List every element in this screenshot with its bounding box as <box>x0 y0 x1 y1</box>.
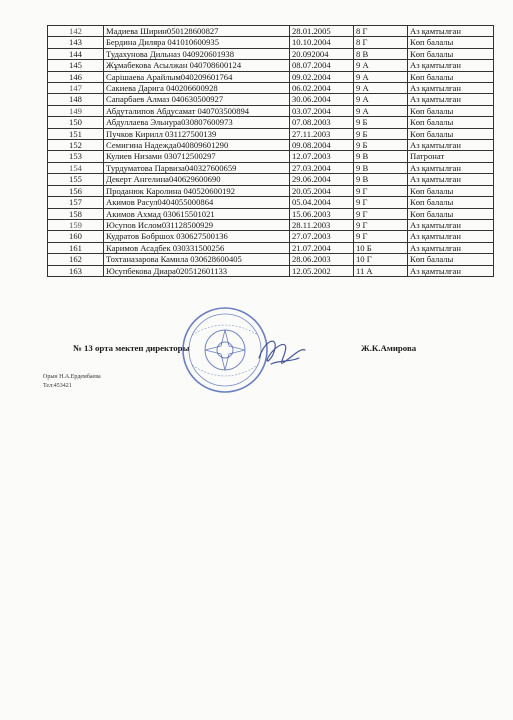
table-row <box>48 151 494 162</box>
table-row <box>48 105 494 116</box>
table-row <box>48 265 494 276</box>
birth-date: 27.07.2003 <box>290 231 354 242</box>
birth-date: 08.07.2004 <box>290 60 354 71</box>
row-number: 152 <box>48 140 104 151</box>
student-name: Тохтаназарова Камила 030628600405 <box>104 254 290 265</box>
class-name: 9 А <box>354 94 408 105</box>
birth-date: 20.05.2004 <box>290 185 354 196</box>
family-status: Аз қамтылған <box>408 60 494 71</box>
birth-date: 09.08.2004 <box>290 140 354 151</box>
student-name: Мадиева Ширин050128600827 <box>104 26 290 37</box>
family-status: Аз қамтылған <box>408 219 494 230</box>
family-status: Көп балалы <box>408 71 494 82</box>
row-number: 142 <box>48 26 104 37</box>
table-row <box>48 94 494 105</box>
class-name: 8 Г <box>354 37 408 48</box>
row-number: 154 <box>48 162 104 173</box>
birth-date: 27.11.2003 <box>290 128 354 139</box>
class-name: 10 Б <box>354 242 408 253</box>
student-name: Жұмабекова Асылжан 040708600124 <box>104 60 290 71</box>
class-name: 9 Г <box>354 185 408 196</box>
student-name: Каримов Асадбек 030331500256 <box>104 242 290 253</box>
family-status: Көп балалы <box>408 254 494 265</box>
table-row <box>48 208 494 219</box>
family-status: Патронат <box>408 151 494 162</box>
row-number: 148 <box>48 94 104 105</box>
family-status: Көп балалы <box>408 48 494 59</box>
student-name: Сапарбаев Алмаз 040630500927 <box>104 94 290 105</box>
row-number: 163 <box>48 265 104 276</box>
row-number: 155 <box>48 174 104 185</box>
family-status: Көп балалы <box>408 105 494 116</box>
birth-date: 28.01.2005 <box>290 26 354 37</box>
birth-date: 05.04.2004 <box>290 197 354 208</box>
student-name: Акимов Расул0404055000864 <box>104 197 290 208</box>
class-name: 9 В <box>354 174 408 185</box>
class-name: 9 А <box>354 83 408 94</box>
student-name: Тудахунова Дильназ 040920601938 <box>104 48 290 59</box>
table-row <box>48 71 494 82</box>
family-status: Аз қамтылған <box>408 140 494 151</box>
student-name: Сакиева Дарига 040206600928 <box>104 83 290 94</box>
student-name: Турдуматова Парвиза040327600659 <box>104 162 290 173</box>
table-row <box>48 48 494 59</box>
student-name: Юсупов Ислом031128500929 <box>104 219 290 230</box>
birth-date: 06.02.2004 <box>290 83 354 94</box>
table-row <box>48 37 494 48</box>
row-number: 147 <box>48 83 104 94</box>
class-name: 9 Б <box>354 140 408 151</box>
birth-date: 10.10.2004 <box>290 37 354 48</box>
table-row <box>48 128 494 139</box>
row-number: 145 <box>48 60 104 71</box>
family-status: Көп балалы <box>408 117 494 128</box>
table-row <box>48 117 494 128</box>
family-status: Көп балалы <box>408 208 494 219</box>
row-number: 160 <box>48 231 104 242</box>
birth-date: 12.07.2003 <box>290 151 354 162</box>
row-number: 149 <box>48 105 104 116</box>
birth-date: 07.08.2003 <box>290 117 354 128</box>
family-status: Аз қамтылған <box>408 162 494 173</box>
birth-date: 12.05.2002 <box>290 265 354 276</box>
class-name: 9 В <box>354 151 408 162</box>
director-title: № 13 орта мектеп директоры <box>73 343 190 353</box>
table-row <box>48 197 494 208</box>
birth-date: 03.07.2004 <box>290 105 354 116</box>
student-name: Бердина Диляра 041010600935 <box>104 37 290 48</box>
family-status: Аз қамтылған <box>408 83 494 94</box>
family-status: Аз қамтылған <box>408 231 494 242</box>
family-status: Көп балалы <box>408 185 494 196</box>
family-status: Аз қамтылған <box>408 94 494 105</box>
student-table-body <box>48 26 494 277</box>
birth-date: 27.03.2004 <box>290 162 354 173</box>
class-name: 9 Г <box>354 219 408 230</box>
row-number: 144 <box>48 48 104 59</box>
row-number: 157 <box>48 197 104 208</box>
class-name: 9 Б <box>354 117 408 128</box>
class-name: 9 Г <box>354 197 408 208</box>
student-name: Абдуллаева Эльнура030807600973 <box>104 117 290 128</box>
family-status: Көп балалы <box>408 197 494 208</box>
row-number: 162 <box>48 254 104 265</box>
student-table <box>47 25 494 277</box>
birth-date: 29.06.2004 <box>290 174 354 185</box>
student-name: Юсупбекова Диара020512601133 <box>104 265 290 276</box>
birth-date: 20.092004 <box>290 48 354 59</box>
student-name: Абдуталипов Абдусамат 040703500894 <box>104 105 290 116</box>
class-name: 9 А <box>354 105 408 116</box>
student-name: Акимов Ахмад 030615501021 <box>104 208 290 219</box>
family-status: Аз қамтылған <box>408 26 494 37</box>
birth-date: 28.06.2003 <box>290 254 354 265</box>
class-name: 9 А <box>354 60 408 71</box>
row-number: 153 <box>48 151 104 162</box>
student-name: Семигина Надежда040809601290 <box>104 140 290 151</box>
birth-date: 28.11.2003 <box>290 219 354 230</box>
table-row <box>48 185 494 196</box>
executor-info <box>43 373 101 391</box>
class-name: 10 Г <box>354 254 408 265</box>
class-name: 9 Г <box>354 231 408 242</box>
birth-date: 21.07.2004 <box>290 242 354 253</box>
family-status: Аз қамтылған <box>408 265 494 276</box>
row-number: 150 <box>48 117 104 128</box>
class-name: 9 В <box>354 162 408 173</box>
student-name: Проданюк Каролина 040520600192 <box>104 185 290 196</box>
family-status: Көп балалы <box>408 128 494 139</box>
table-row <box>48 242 494 253</box>
signature-icon <box>255 330 310 375</box>
table-row <box>48 162 494 173</box>
row-number: 146 <box>48 71 104 82</box>
student-name: Кулиев Низами 030712500297 <box>104 151 290 162</box>
table-row <box>48 254 494 265</box>
table-row <box>48 219 494 230</box>
family-status: Көп балалы <box>408 37 494 48</box>
class-name: 9 А <box>354 71 408 82</box>
birth-date: 30.06.2004 <box>290 94 354 105</box>
executor-name: Орын Н.А.Ердембаева <box>43 374 101 380</box>
birth-date: 09.02.2004 <box>290 71 354 82</box>
row-number: 156 <box>48 185 104 196</box>
row-number: 159 <box>48 219 104 230</box>
student-name: Декерт Ангелина040629600690 <box>104 174 290 185</box>
class-name: 8 Г <box>354 26 408 37</box>
row-number: 161 <box>48 242 104 253</box>
student-name: Кудратов Бобршох 030627500136 <box>104 231 290 242</box>
student-name: Сарішаева Арайлым040209601764 <box>104 71 290 82</box>
table-row <box>48 140 494 151</box>
executor-phone: Тел:453421 <box>43 383 72 389</box>
class-name: 11 А <box>354 265 408 276</box>
table-row <box>48 26 494 37</box>
table-row <box>48 231 494 242</box>
family-status: Аз қамтылған <box>408 242 494 253</box>
class-name: 9 Г <box>354 208 408 219</box>
family-status: Аз қамтылған <box>408 174 494 185</box>
table-row <box>48 83 494 94</box>
class-name: 9 Б <box>354 128 408 139</box>
row-number: 143 <box>48 37 104 48</box>
table-row <box>48 60 494 71</box>
table-row <box>48 174 494 185</box>
birth-date: 15.06.2003 <box>290 208 354 219</box>
row-number: 151 <box>48 128 104 139</box>
class-name: 8 В <box>354 48 408 59</box>
director-name: Ж.К.Амирова <box>361 343 417 353</box>
row-number: 158 <box>48 208 104 219</box>
student-name: Пучков Кирилл 031127500139 <box>104 128 290 139</box>
